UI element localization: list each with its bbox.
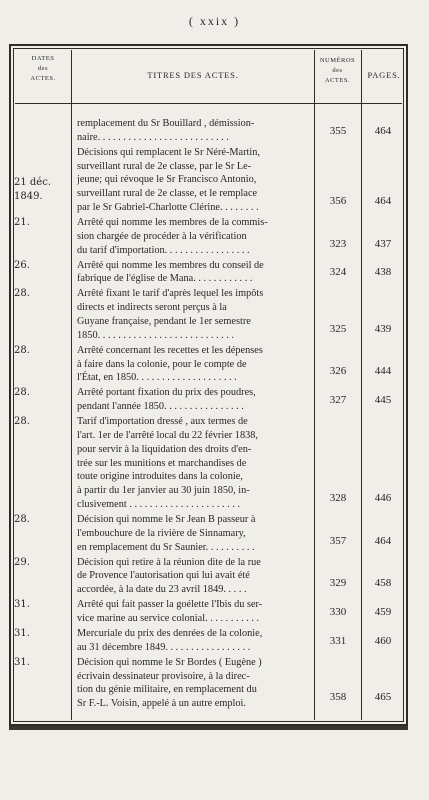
row-title-line: Décision qui nomme le Sr Bordes ( Eugène ): [77, 656, 262, 668]
row-title-line: remplacement du Sr Bouillard , démission-: [77, 118, 255, 129]
row-title: [77, 287, 309, 342]
header-pages: PAGES.: [367, 70, 401, 80]
header-dates-actes: ACTES.: [30, 75, 56, 82]
row-numero: 357: [329, 534, 347, 547]
row-title-line: clusivement . . . . . . . . . . . . . . . . . . . . . .: [77, 498, 241, 510]
row-date: 28.: [14, 514, 30, 525]
row-title-line: écrivain dessinateur provisoire, à la direc-: [77, 670, 250, 682]
row-numero: 323: [329, 237, 347, 250]
row-title-line: Décisions qui remplacent le Sr Néré-Martin,: [77, 146, 260, 158]
row-page: 437: [374, 237, 392, 250]
bottom-rule: [9, 726, 408, 730]
row-title-line: trée sur les munitions et marchandises de: [77, 457, 247, 469]
row-date: 31.: [14, 628, 30, 639]
row-page: 444: [374, 365, 392, 378]
row-title-line: du tarif d'importation. . . . . . . . . . . . . . . . .: [77, 244, 250, 256]
header-dates-sub: des: [37, 65, 49, 72]
row-date: 28.: [14, 344, 30, 356]
row-page: 438: [374, 266, 392, 279]
row-title: [77, 386, 309, 414]
row-title-line: Arrêté fixant le tarif d'après lequel les impôts: [77, 288, 264, 300]
row-page: 446: [374, 491, 392, 504]
row-title-line: à partir du 1er janvier au 30 juin 1850, in-: [77, 485, 250, 497]
row-date: 28.: [14, 387, 30, 399]
header-rule: [15, 103, 402, 104]
row-page: 459: [374, 605, 392, 618]
row-numero: 358: [329, 691, 347, 704]
header-dates-label: DATES: [31, 55, 55, 62]
column-divider: [71, 50, 72, 720]
row-title-line: à faire dans la colonie, pour le compte de: [77, 358, 247, 370]
row-numero: 329: [329, 577, 347, 590]
row-title: [77, 344, 309, 385]
row-page: 445: [374, 394, 392, 407]
row-title-line: l'embouchure de la rivière de Sinnamary,: [77, 527, 246, 539]
row-title-line: pour servir à la liquidation des droits d'en-: [77, 443, 252, 455]
row-title: [77, 627, 309, 655]
row-title-line: fabrique de l'église de Mana. . . . . . . . . . . .: [77, 273, 253, 285]
row-title-line: en remplacement du Sr Saunier. . . . . . . . . .: [77, 541, 255, 553]
row-title: [77, 146, 309, 215]
row-title-line: jeune; qui révoque le Sr Francisco Antonio,: [77, 174, 257, 186]
row-title-line: naire. . . . . . . . . . . . . . . . . . . . . . . . . .: [77, 131, 229, 143]
header-numeros-actes: ACTES.: [324, 77, 351, 84]
row-title-line: par le Sr Gabriel-Charlotte Clérine. . . . . . . .: [77, 201, 259, 213]
row-title-line: Arrêté qui nomme les membres de la commis-: [77, 217, 268, 228]
row-numero: 327: [329, 394, 347, 407]
row-title-line: directs et indirects seront perçus à la: [77, 302, 227, 314]
row-title: [77, 513, 309, 554]
row-title-line: sion chargée de procéder à la vérification: [77, 230, 247, 242]
header-titres: TITRES DES ACTES.: [147, 70, 239, 80]
header-dates: [17, 54, 69, 84]
row-title: [77, 415, 309, 512]
row-title: [77, 259, 309, 287]
row-title-line: Arrêté qui fait passer la goélette l'Ibis du ser-: [77, 599, 263, 611]
row-title-line: Tarif d'importation dressé , aux termes de: [77, 416, 248, 428]
row-title-line: au 31 décembre 1849. . . . . . . . . . . . . . . . .: [77, 641, 251, 653]
row-title: [77, 598, 309, 626]
column-divider: [314, 50, 315, 720]
row-date: 31.: [14, 599, 30, 611]
row-title: [77, 117, 309, 145]
row-title-line: Sr F.-L. Voisin, appelé à un autre emploi.: [77, 698, 246, 710]
row-title: [77, 216, 309, 257]
row-numero: 324: [329, 266, 347, 279]
row-title-line: Guyane française, pendant le 1er semestre: [77, 315, 251, 327]
row-numero: 326: [329, 365, 347, 378]
row-title-line: accordée, à la date du 23 avril 1849. . . . .: [77, 584, 247, 596]
row-date: 26.: [14, 259, 30, 271]
header-numeros: [314, 56, 361, 86]
row-title-line: Arrêté qui nomme les membres du conseil de: [77, 259, 264, 271]
row-title-line: tion du génie militaire, en remplacement du: [77, 684, 257, 696]
row-title-line: l'État, en 1850. . . . . . . . . . . . . . . . . . . .: [77, 372, 237, 384]
row-title: [77, 656, 309, 711]
row-date: 28.: [14, 288, 30, 300]
row-title-line: Décision qui retire à la réunion dite de la rue: [77, 556, 261, 568]
row-page: 460: [374, 634, 392, 647]
row-numero: 356: [329, 194, 347, 207]
row-page: 464: [374, 124, 392, 137]
row-page: 458: [374, 577, 392, 590]
row-page: 465: [374, 691, 392, 704]
page-number-header: ( xxix ): [188, 14, 241, 28]
row-title-line: Arrêté concernant les recettes et les dépenses: [77, 344, 263, 356]
row-title-line: surveillant rural de 2e classe, par le Sr Le-: [77, 160, 252, 172]
header-numeros-label: NUMÉROS: [319, 57, 356, 64]
row-numero: 328: [329, 491, 347, 504]
row-title-line: surveillant rural de 2e classe, et le remplace: [77, 188, 258, 200]
row-title-line: Mercuriale du prix des denrées de la colonie,: [77, 628, 263, 639]
row-title-line: l'art. 1er de l'arrêté local du 22 février 1838,: [77, 429, 258, 441]
row-numero: 330: [329, 605, 347, 618]
row-date: 21 déc. 1849.: [14, 176, 52, 202]
row-title-line: Arrêté portant fixation du prix des poudres,: [77, 387, 256, 399]
row-date: 31.: [14, 656, 30, 668]
row-title-line: vice marine au service colonial. . . . . . . . . . .: [77, 612, 260, 624]
row-numero: 355: [329, 124, 347, 137]
column-divider: [361, 50, 362, 720]
row-title-line: toute origine introduites dans la colonie,: [77, 471, 243, 483]
header-numeros-sub: des: [332, 67, 343, 74]
row-title-line: de Provence l'autorisation qui lui avait été: [77, 570, 250, 582]
row-page: 464: [374, 194, 392, 207]
row-page: 439: [374, 322, 392, 335]
row-page: 464: [374, 534, 392, 547]
row-numero: 325: [329, 322, 347, 335]
row-title-line: pendant l'année 1850. . . . . . . . . . . . . . . .: [77, 401, 244, 413]
row-title-line: 1850. . . . . . . . . . . . . . . . . . . . . . . . . . .: [77, 329, 235, 341]
row-title: [77, 556, 309, 597]
row-title-line: Décision qui nomme le Sr Jean B passeur à: [77, 514, 256, 525]
row-date: 21.: [14, 217, 30, 228]
row-date: 28.: [14, 416, 30, 428]
row-numero: 331: [329, 634, 347, 647]
row-date: 29.: [14, 556, 30, 568]
